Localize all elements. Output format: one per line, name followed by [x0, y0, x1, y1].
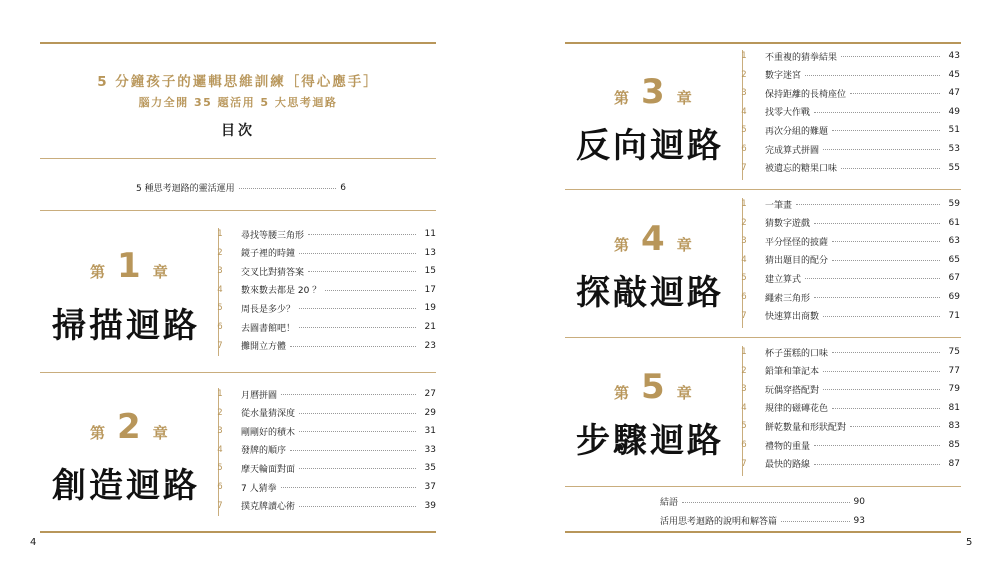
- entry-page: 43: [948, 51, 960, 61]
- top-rule-left: [40, 42, 436, 44]
- entry-number: 3: [217, 426, 223, 437]
- entry-page: 47: [948, 88, 960, 99]
- entry-number: 2: [217, 247, 223, 258]
- leader-dots: [823, 388, 940, 390]
- entry-title: 鏡子裡的時鐘: [241, 249, 296, 260]
- leader-dots: [299, 326, 416, 328]
- entry-page: 49: [948, 106, 960, 117]
- divider: [565, 189, 961, 190]
- chapter-2-title: 創造迴路: [52, 466, 200, 506]
- entry-number: 1: [217, 229, 223, 239]
- entry-number: 7: [217, 340, 223, 351]
- toc-entry[interactable]: [214, 299, 436, 317]
- toc-entry[interactable]: [214, 262, 436, 280]
- entry-page: 65: [948, 254, 960, 265]
- entry-title: 攤開立方體: [241, 342, 287, 353]
- entry-number: 6: [741, 292, 747, 302]
- toc-entry[interactable]: [738, 362, 960, 380]
- entry-number: 3: [217, 266, 223, 277]
- entry-title: 活用思考迴路的說明和解答篇: [660, 517, 778, 527]
- leader-dots: [814, 222, 940, 224]
- toc-entry[interactable]: [738, 343, 960, 361]
- entry-page: 85: [948, 440, 960, 450]
- toc-entry[interactable]: [738, 66, 960, 84]
- divider: [40, 210, 436, 211]
- entry-number: 6: [217, 482, 223, 492]
- toc-entry[interactable]: [738, 251, 960, 269]
- entry-page: 27: [424, 389, 436, 399]
- leader-dots: [805, 277, 940, 279]
- leader-dots: [850, 425, 940, 427]
- entry-title: 發牌的順序: [241, 446, 287, 457]
- bottom-rule-right: [565, 531, 961, 533]
- divider: [40, 372, 436, 373]
- leader-dots: [796, 203, 940, 205]
- divider: [565, 486, 961, 487]
- entry-page: 71: [948, 310, 960, 321]
- entry-page: 45: [948, 69, 960, 80]
- entry-page: 61: [948, 217, 960, 228]
- leader-dots: [299, 412, 416, 414]
- entry-page: 53: [948, 144, 960, 154]
- entry-page: 90: [853, 496, 865, 507]
- entry-title: 保持距離的長椅座位: [765, 89, 847, 100]
- toc-entry[interactable]: [738, 214, 960, 232]
- leader-dots: [814, 463, 940, 465]
- toc-entry[interactable]: [738, 380, 960, 398]
- entry-page: 19: [424, 303, 436, 314]
- entry-title: 7 人猜拳: [241, 483, 277, 494]
- leader-dots: [832, 259, 940, 261]
- leader-dots: [823, 148, 940, 150]
- chapter-3-title: 反向迴路: [576, 126, 724, 166]
- entry-title: 去圖書館吧！: [241, 323, 296, 334]
- entry-page: 6: [340, 182, 346, 193]
- entry-page: 83: [948, 421, 960, 432]
- entry-title: 周長是多少？: [241, 304, 296, 315]
- entry-page: 81: [948, 402, 960, 413]
- entry-page: 21: [424, 322, 436, 332]
- entry-page: 93: [853, 515, 865, 526]
- entry-number: 4: [741, 106, 747, 117]
- entry-number: 4: [741, 402, 747, 413]
- toc-entry[interactable]: [214, 441, 436, 459]
- entry-title: 被遺忘的糖果口味: [765, 164, 838, 175]
- entry-number: 2: [741, 217, 747, 228]
- entry-page: 11: [424, 229, 436, 239]
- entry-number: 2: [741, 365, 747, 376]
- leader-dots: [841, 55, 940, 57]
- leader-dots: [299, 430, 416, 432]
- entry-title: 撲克牌讀心術: [241, 502, 296, 513]
- entry-title: 鉛筆和筆記本: [765, 367, 820, 378]
- entry-number: 3: [741, 384, 747, 395]
- leader-dots: [841, 167, 940, 169]
- entry-page: 17: [424, 284, 436, 295]
- entry-page: 69: [948, 292, 960, 302]
- divider: [565, 337, 961, 338]
- entry-title: 玩偶穿搭配對: [765, 385, 820, 396]
- entry-number: 7: [217, 500, 223, 511]
- chapter-5-title: 步驟迴路: [576, 421, 724, 461]
- leader-dots: [281, 393, 416, 395]
- entry-number: 5: [741, 125, 747, 136]
- toc-entry[interactable]: [214, 385, 436, 403]
- bottom-rule-left: [40, 531, 436, 533]
- toc-entry[interactable]: [214, 281, 436, 299]
- entry-page: 31: [424, 426, 436, 437]
- toc-entry[interactable]: [214, 318, 436, 336]
- entry-page: 77: [948, 365, 960, 376]
- leader-dots: [239, 187, 337, 189]
- entry-page: 67: [948, 273, 960, 284]
- leader-dots: [299, 505, 416, 507]
- entry-number: 2: [217, 407, 223, 418]
- leader-dots: [290, 449, 416, 451]
- entry-number: 5: [217, 463, 223, 474]
- leader-dots: [805, 74, 940, 76]
- leader-dots: [832, 129, 940, 131]
- leader-dots: [281, 486, 416, 488]
- leader-dots: [781, 520, 850, 522]
- toc-entry[interactable]: [738, 159, 960, 177]
- entry-title: 從水量猜深度: [241, 409, 296, 420]
- entry-number: 6: [741, 440, 747, 450]
- toc-entry[interactable]: [738, 47, 960, 65]
- entry-number: 5: [217, 303, 223, 314]
- toc-entry[interactable]: [738, 307, 960, 325]
- entry-title: 交叉比對猜答案: [241, 267, 305, 278]
- chapter-1-label: 第 1 章: [90, 246, 168, 286]
- entry-number: 7: [741, 310, 747, 321]
- toc-entry[interactable]: [214, 225, 436, 243]
- entry-title: 結語: [660, 498, 679, 508]
- entry-title: 摩天輪面對面: [241, 464, 296, 475]
- entry-page: 39: [424, 500, 436, 511]
- entry-number: 1: [741, 51, 747, 61]
- toc-entry[interactable]: [738, 195, 960, 213]
- leader-dots: [814, 296, 940, 298]
- toc-entry[interactable]: [214, 459, 436, 477]
- entry-number: 2: [741, 69, 747, 80]
- entry-title: 找零大作戰: [765, 108, 811, 119]
- entry-number: 4: [741, 254, 747, 265]
- leader-dots: [325, 289, 416, 291]
- top-rule-right: [565, 42, 961, 44]
- toc-entry[interactable]: [214, 478, 436, 496]
- entry-title: 完成算式拼圖: [765, 145, 820, 156]
- chapter-2-label: 第 2 章: [90, 407, 168, 447]
- entry-number: 7: [741, 458, 747, 469]
- entry-page: 63: [948, 236, 960, 247]
- entry-title: 繩索三角形: [765, 293, 811, 304]
- chapter-4-title: 探敲迴路: [576, 273, 724, 313]
- entry-number: 5: [741, 273, 747, 284]
- toc-entry[interactable]: [738, 269, 960, 287]
- chapter-1-title: 掃描迴路: [52, 306, 200, 346]
- toc-entry[interactable]: [214, 404, 436, 422]
- leader-dots: [814, 444, 940, 446]
- entry-title: 再次分組的難題: [765, 126, 829, 137]
- toc-heading: 目次: [221, 123, 255, 139]
- entry-title: 月曆拼圖: [241, 390, 278, 401]
- entry-page: 23: [424, 340, 436, 351]
- toc-entry[interactable]: [738, 288, 960, 306]
- toc-entry[interactable]: [214, 244, 436, 262]
- chapter-5-label: 第 5 章: [614, 367, 692, 407]
- entry-title: 建立算式: [765, 274, 802, 285]
- entry-page: 87: [948, 458, 960, 469]
- leader-dots: [814, 111, 940, 113]
- entry-page: 37: [424, 482, 436, 492]
- leader-dots: [823, 315, 940, 317]
- toc-entry[interactable]: [738, 121, 960, 139]
- entry-page: 79: [948, 384, 960, 395]
- entry-page: 55: [948, 162, 960, 173]
- entry-number: 1: [741, 347, 747, 357]
- leader-dots: [308, 233, 416, 235]
- entry-number: 1: [741, 199, 747, 209]
- toc-entry[interactable]: [214, 422, 436, 440]
- chapter-4-label: 第 4 章: [614, 219, 692, 259]
- entry-title: 數來數去都是 20 ？: [241, 286, 322, 297]
- leader-dots: [299, 307, 416, 309]
- entry-number: 3: [741, 236, 747, 247]
- book-subtitle: 腦力全開 35 題活用 5 大思考迴路: [138, 96, 338, 109]
- leader-dots: [299, 467, 416, 469]
- entry-number: 6: [217, 322, 223, 332]
- entry-title: 平分怪怪的披薩: [765, 237, 829, 248]
- entry-page: 35: [424, 463, 436, 474]
- page-number-right: 5: [966, 537, 973, 548]
- entry-title: 最快的路線: [765, 460, 811, 471]
- entry-number: 5: [741, 421, 747, 432]
- toc-entry[interactable]: [738, 417, 960, 435]
- leader-dots: [850, 92, 940, 94]
- toc-entry-ending-1[interactable]: [660, 495, 865, 508]
- entry-number: 1: [217, 389, 223, 399]
- toc-entry-intro[interactable]: [136, 181, 346, 194]
- entry-page: 29: [424, 407, 436, 418]
- entry-page: 75: [948, 347, 960, 357]
- entry-number: 4: [217, 444, 223, 455]
- entry-page: 13: [424, 247, 436, 258]
- toc-entry-ending-2[interactable]: [660, 514, 865, 527]
- entry-title: 禮物的重量: [765, 441, 811, 452]
- leader-dots: [832, 407, 940, 409]
- entry-title: 杯子蛋糕的口味: [765, 348, 829, 359]
- entry-title: 餅乾數量和形狀配對: [765, 422, 847, 433]
- toc-entry[interactable]: [738, 103, 960, 121]
- toc-entry[interactable]: [738, 436, 960, 454]
- toc-entry[interactable]: [738, 455, 960, 473]
- entry-title: 尋找等腰三角形: [241, 230, 305, 241]
- leader-dots: [290, 345, 416, 347]
- entry-title: 規律的磁磚花色: [765, 404, 829, 415]
- entry-number: 4: [217, 284, 223, 295]
- entry-page: 59: [948, 199, 960, 209]
- entry-page: 33: [424, 444, 436, 455]
- entry-page: 51: [948, 125, 960, 136]
- toc-entry[interactable]: [214, 337, 436, 355]
- toc-entry[interactable]: [738, 140, 960, 158]
- leader-dots: [832, 240, 940, 242]
- toc-entry[interactable]: [214, 497, 436, 515]
- leader-dots: [308, 270, 416, 272]
- entry-title: 剛剛好的積木: [241, 427, 296, 438]
- leader-dots: [299, 252, 416, 254]
- toc-entry[interactable]: [738, 84, 960, 102]
- entry-title: 一筆畫: [765, 200, 793, 211]
- entry-title: 猜出題目的配分: [765, 256, 829, 267]
- entry-title: 快速算出商數: [765, 312, 820, 323]
- entry-title: 數字迷宮: [765, 71, 802, 82]
- entry-title: 猜數字遊戲: [765, 219, 811, 230]
- entry-title: 5 種思考迴路的靈活運用: [136, 184, 235, 194]
- leader-dots: [823, 370, 940, 372]
- entry-number: 7: [741, 162, 747, 173]
- toc-entry[interactable]: [738, 399, 960, 417]
- toc-entry[interactable]: [738, 232, 960, 250]
- page-number-left: 4: [30, 537, 37, 548]
- entry-title: 不重複的猜拳結果: [765, 52, 838, 63]
- entry-number: 3: [741, 88, 747, 99]
- entry-number: 6: [741, 144, 747, 154]
- leader-dots: [682, 501, 850, 503]
- divider: [40, 158, 436, 159]
- entry-page: 15: [424, 266, 436, 277]
- book-title: 5 分鐘孩子的邏輯思維訓練［得心應手］: [97, 74, 379, 90]
- leader-dots: [832, 351, 940, 353]
- chapter-3-label: 第 3 章: [614, 72, 692, 112]
